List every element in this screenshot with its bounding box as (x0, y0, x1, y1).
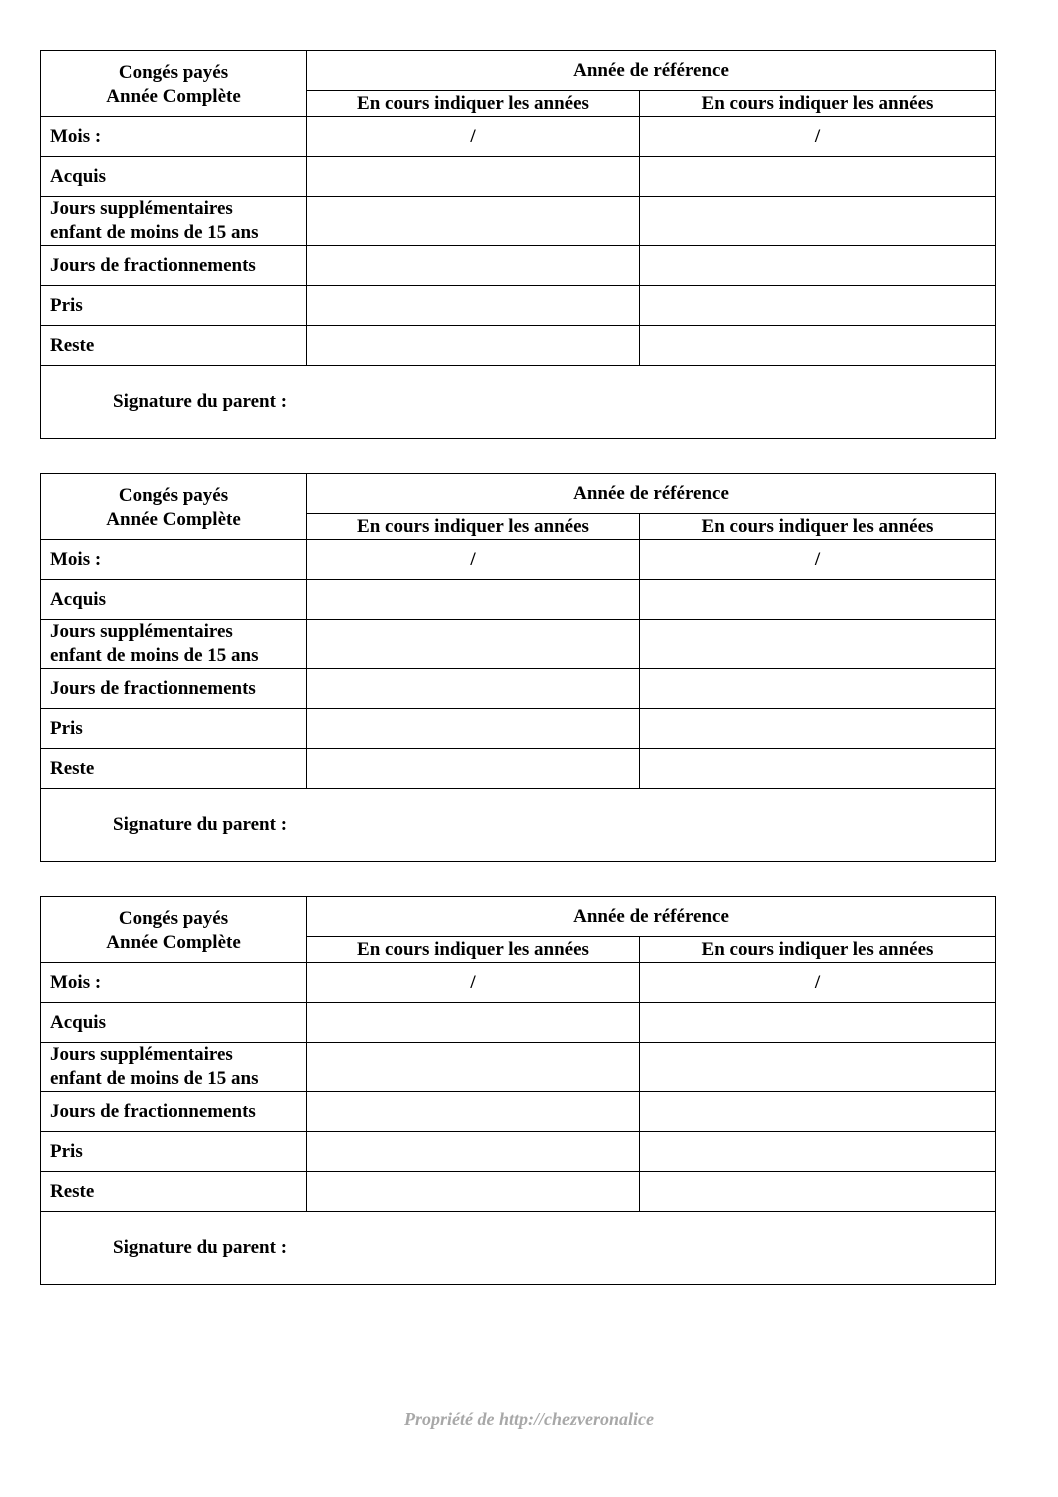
acquis-field-a[interactable] (307, 1003, 640, 1043)
reste-field-a[interactable] (307, 1172, 640, 1212)
reste-field-a[interactable] (307, 749, 640, 789)
conges-form (40, 896, 996, 1285)
footer-ownership: Propriété de http://chezveronalice (404, 1409, 654, 1429)
jours-supplementaires-label-line2: enfant de moins de 15 ans (50, 645, 259, 666)
year-column-b-header: En cours indiquer les années (640, 937, 996, 963)
mois-field-b[interactable]: / (640, 963, 996, 1003)
pris-field-b[interactable] (640, 1132, 996, 1172)
signature-field[interactable] (41, 789, 996, 862)
fractionnements-field-b[interactable] (640, 246, 996, 286)
signature-label: Signature du parent : (113, 391, 288, 412)
jours-supplementaires-label-line2: enfant de moins de 15 ans (50, 222, 259, 243)
mois-field-a[interactable]: / (307, 963, 640, 1003)
jours-supplementaires-label-line2: enfant de moins de 15 ans (50, 1068, 259, 1089)
acquis-field-b[interactable] (640, 1003, 996, 1043)
reference-year-header: Année de référence (307, 897, 996, 937)
mois-field-b[interactable]: / (640, 540, 996, 580)
fractionnements-field-a[interactable] (307, 669, 640, 709)
pris-label: Pris (41, 709, 307, 749)
reste-field-b[interactable] (640, 326, 996, 366)
acquis-label: Acquis (41, 580, 307, 620)
form-title-cell (41, 474, 307, 540)
form-title-line2: Année Complète (106, 932, 241, 953)
fractionnements-label: Jours de fractionnements (41, 1092, 307, 1132)
signature-field[interactable] (41, 1212, 996, 1285)
reste-field-b[interactable] (640, 749, 996, 789)
fractionnements-field-b[interactable] (640, 669, 996, 709)
pris-field-a[interactable] (307, 1132, 640, 1172)
mois-label: Mois : (41, 963, 307, 1003)
reste-label: Reste (41, 1172, 307, 1212)
fractionnements-label: Jours de fractionnements (41, 669, 307, 709)
pris-field-a[interactable] (307, 709, 640, 749)
jours-supplementaires-field-b[interactable] (640, 1043, 996, 1092)
reste-label: Reste (41, 326, 307, 366)
pris-label: Pris (41, 1132, 307, 1172)
form-title-line2: Année Complète (106, 509, 241, 530)
signature-field[interactable] (41, 366, 996, 439)
reste-field-a[interactable] (307, 326, 640, 366)
jours-supplementaires-label-line1: Jours supplémentaires (50, 198, 233, 219)
reference-year-header: Année de référence (307, 51, 996, 91)
mois-label: Mois : (41, 117, 307, 157)
year-column-b-header: En cours indiquer les années (640, 91, 996, 117)
signature-label: Signature du parent : (113, 1237, 288, 1258)
mois-field-a[interactable]: / (307, 540, 640, 580)
jours-supplementaires-field-a[interactable] (307, 197, 640, 246)
acquis-field-a[interactable] (307, 580, 640, 620)
year-column-a-header: En cours indiquer les années (307, 514, 640, 540)
form-title-cell (41, 897, 307, 963)
jours-supplementaires-field-a[interactable] (307, 620, 640, 669)
jours-supplementaires-field-b[interactable] (640, 620, 996, 669)
fractionnements-field-b[interactable] (640, 1092, 996, 1132)
fractionnements-field-a[interactable] (307, 1092, 640, 1132)
acquis-field-a[interactable] (307, 157, 640, 197)
acquis-field-b[interactable] (640, 580, 996, 620)
acquis-label: Acquis (41, 1003, 307, 1043)
jours-supplementaires-label (41, 620, 307, 669)
jours-supplementaires-field-a[interactable] (307, 1043, 640, 1092)
form-title-line1: Congés payés (118, 62, 229, 83)
mois-label: Mois : (41, 540, 307, 580)
pris-field-b[interactable] (640, 709, 996, 749)
jours-supplementaires-label-line1: Jours supplémentaires (50, 621, 233, 642)
pris-label: Pris (41, 286, 307, 326)
reference-year-header: Année de référence (307, 474, 996, 514)
pris-field-b[interactable] (640, 286, 996, 326)
form-title-line2: Année Complète (106, 86, 241, 107)
form-title-cell (41, 51, 307, 117)
year-column-a-header: En cours indiquer les années (307, 91, 640, 117)
mois-field-a[interactable]: / (307, 117, 640, 157)
form-title-line1: Congés payés (118, 485, 229, 506)
pris-field-a[interactable] (307, 286, 640, 326)
reste-label: Reste (41, 749, 307, 789)
conges-form (40, 473, 996, 862)
year-column-a-header: En cours indiquer les années (307, 937, 640, 963)
acquis-field-b[interactable] (640, 157, 996, 197)
jours-supplementaires-label-line1: Jours supplémentaires (50, 1044, 233, 1065)
jours-supplementaires-label (41, 197, 307, 246)
year-column-b-header: En cours indiquer les années (640, 514, 996, 540)
jours-supplementaires-field-b[interactable] (640, 197, 996, 246)
form-title-line1: Congés payés (118, 908, 229, 929)
reste-field-b[interactable] (640, 1172, 996, 1212)
jours-supplementaires-label (41, 1043, 307, 1092)
signature-label: Signature du parent : (113, 814, 288, 835)
acquis-label: Acquis (41, 157, 307, 197)
mois-field-b[interactable]: / (640, 117, 996, 157)
fractionnements-label: Jours de fractionnements (41, 246, 307, 286)
conges-form (40, 50, 996, 439)
fractionnements-field-a[interactable] (307, 246, 640, 286)
